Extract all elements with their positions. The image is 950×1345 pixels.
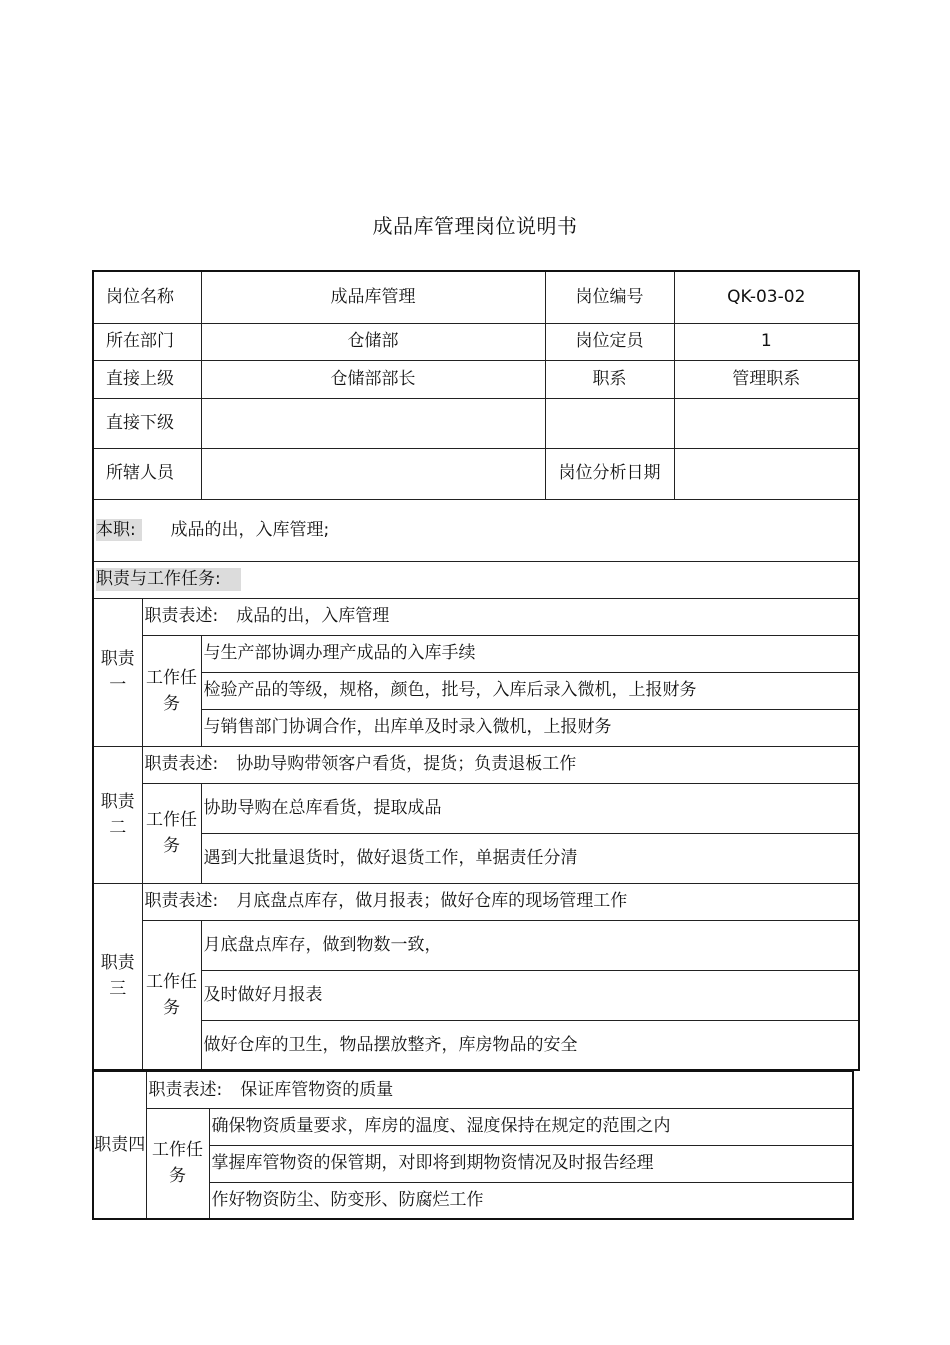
empty-cell [545, 398, 674, 448]
task-item: 做好仓库的卫生，物品摆放整齐，库房物品的安全 [201, 1020, 859, 1070]
duty-description-label: 职责表述: [144, 754, 219, 775]
table-row [93, 746, 859, 783]
duty-label: 职责二 [93, 746, 142, 883]
managed-staff-value [201, 448, 545, 499]
table-row [93, 448, 859, 499]
position-code-value: QK-03-02 [674, 271, 859, 323]
task-label: 工作任务 [142, 920, 201, 1070]
table-row [93, 271, 859, 323]
superior-value: 仓储部部长 [201, 360, 545, 398]
analysis-date-value [674, 448, 859, 499]
headcount-label: 岗位定员 [545, 323, 674, 360]
duties-heading: 职责与工作任务: [96, 568, 241, 590]
table-row [93, 398, 859, 448]
duty-description-label: 职责表述: [148, 1079, 223, 1100]
duty-description-text: 成品的出，入库管理 [236, 606, 390, 627]
table-row [93, 1020, 859, 1070]
task-label: 工作任务 [142, 635, 201, 746]
task-item: 遇到大批量退货时，做好退货工作，单据责任分清 [201, 833, 859, 883]
page-title: 成品库管理岗位说明书 [372, 214, 578, 238]
table-row [93, 561, 859, 598]
job-family-label: 职系 [545, 360, 674, 398]
duty-description-text: 保证库管物资的质量 [240, 1079, 394, 1100]
task-item: 月底盘点库存，做到物数一致， [201, 920, 859, 970]
job-description-table [92, 270, 860, 1071]
duty-description-label: 职责表述: [144, 606, 219, 627]
table-row [93, 499, 859, 561]
duties-heading-cell [93, 561, 859, 598]
duty-description-text: 协助导购带领客户看货，提货；负责退板工作 [236, 754, 577, 775]
core-label: 本职: [96, 519, 142, 541]
headcount-value: 1 [674, 323, 859, 360]
duty-description-label: 职责表述: [144, 891, 219, 912]
table-row [93, 920, 859, 970]
table-row [93, 635, 859, 672]
table-row [93, 1071, 853, 1108]
table-row [93, 783, 859, 833]
task-item: 协助导购在总库看货，提取成品 [201, 783, 859, 833]
table-row [93, 709, 859, 746]
task-item: 及时做好月报表 [201, 970, 859, 1020]
table-row [93, 970, 859, 1020]
duty-description [142, 598, 859, 635]
subordinate-value [201, 398, 545, 448]
task-item: 掌握库管物资的保管期，对即将到期物资情况及时报告经理 [209, 1145, 853, 1182]
duty-four-table [92, 1070, 854, 1220]
core-text: 成品的出，入库管理; [170, 519, 330, 540]
empty-cell [674, 398, 859, 448]
duty-label: 职责四 [93, 1071, 146, 1219]
table-row [93, 323, 859, 360]
job-family-value: 管理职系 [674, 360, 859, 398]
duty-label: 职责一 [93, 598, 142, 746]
managed-staff-label: 所辖人员 [93, 448, 201, 499]
core-responsibility [93, 499, 859, 561]
task-label: 工作任务 [146, 1108, 209, 1219]
table-row [93, 883, 859, 920]
duty-description-text: 月底盘点库存，做月报表；做好仓库的现场管理工作 [236, 891, 628, 912]
position-code-label: 岗位编号 [545, 271, 674, 323]
duty-description [142, 746, 859, 783]
analysis-date-label: 岗位分析日期 [545, 448, 674, 499]
task-item: 检验产品的等级，规格，颜色，批号，入库后录入微机，上报财务 [201, 672, 859, 709]
position-name-label: 岗位名称 [93, 271, 201, 323]
task-item: 作好物资防尘、防变形、防腐烂工作 [209, 1182, 853, 1219]
table-row [93, 598, 859, 635]
table-row [93, 1108, 853, 1145]
duty-description [146, 1071, 853, 1108]
subordinate-label: 直接下级 [93, 398, 201, 448]
department-label: 所在部门 [93, 323, 201, 360]
task-item: 与生产部协调办理产成品的入库手续 [201, 635, 859, 672]
duty-description [142, 883, 859, 920]
department-value: 仓储部 [201, 323, 545, 360]
task-label: 工作任务 [142, 783, 201, 883]
superior-label: 直接上级 [93, 360, 201, 398]
table-row [93, 672, 859, 709]
table-row [93, 360, 859, 398]
task-item: 确保物资质量要求，库房的温度、湿度保持在规定的范围之内 [209, 1108, 853, 1145]
task-item: 与销售部门协调合作，出库单及时录入微机，上报财务 [201, 709, 859, 746]
position-name-value: 成品库管理 [201, 271, 545, 323]
duty-label: 职责三 [93, 883, 142, 1070]
table-row [93, 833, 859, 883]
